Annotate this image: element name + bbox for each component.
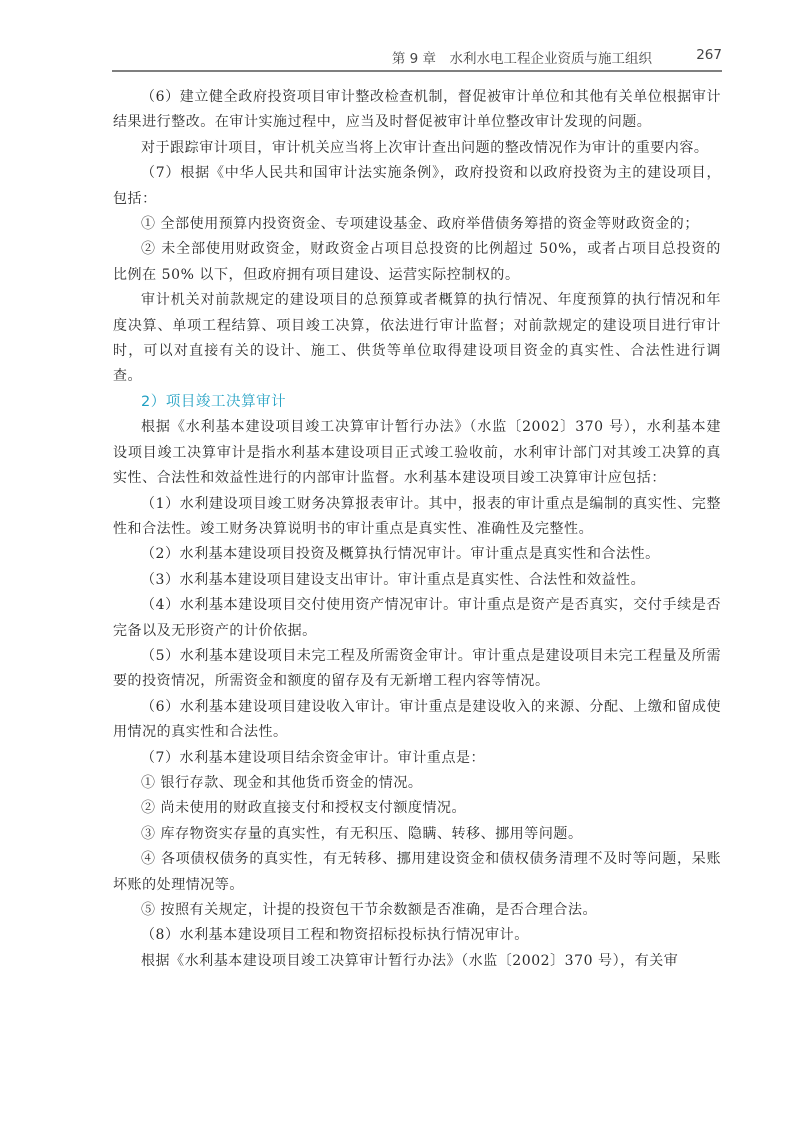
paragraph: 根据《水利基本建设项目竣工决算审计暂行办法》（水监〔2002〕370 号），水利基本建设项目竣工决算审计是指水利基本建设项目正式竣工验收前，水利审计部门对其竣工决算的真实性、合法性和效益性进行的内部审计监督。水利基本建设项目竣工决算审计应包括：: [113, 419, 721, 487]
page-header: [112, 44, 722, 72]
page-number: 267: [696, 47, 722, 63]
paragraph: （6）水利基本建设项目建设收入审计。审计重点是建设收入的来源、分配、上缴和留成使用情况的真实性和合法性。: [113, 698, 721, 741]
paragraph: ① 全部使用预算内投资资金、专项建设基金、政府举借债务筹措的资金等财政资金的；: [141, 216, 699, 233]
paragraph: ④ 各项债权债务的真实性，有无转移、挪用建设资金和债权债务清理不及时等问题，呆账坏账的处理情况等。: [113, 851, 721, 893]
paragraph: （2）水利基本建设项目投资及概算执行情况审计。审计重点是真实性和合法性。: [141, 546, 660, 563]
paragraph: ② 未全部使用财政资金，财政资金占项目总投资的比例超过 50%，或者占项目总投资的比例在 50% 以下，但政府拥有项目建设、运营实际控制权的。: [113, 241, 721, 283]
paragraph: 对于跟踪审计项目，审计机关应当将上次审计查出问题的整改情况作为审计的重要内容。: [141, 139, 709, 156]
chapter-title: 第 9 章 水利水电工程企业资质与施工组织: [391, 51, 652, 67]
paragraph: （3）水利基本建设项目建设支出审计。审计重点是真实性、合法性和效益性。: [141, 571, 646, 588]
paragraph: （5）水利基本建设项目未完工程及所需资金审计。审计重点是建设项目未完工程量及所需要的投资情况，所需资金和额度的留存及有无新增工程内容等情况。: [113, 647, 721, 690]
page-body: [113, 85, 721, 974]
paragraph: ① 银行存款、现金和其他货币资金的情况。: [141, 774, 423, 791]
paragraph: （6）建立健全政府投资项目审计整改检查机制，督促被审计单位和其他有关单位根据审计结果进行整改。在审计实施过程中，应当及时督促被审计单位整改审计发现的问题。: [113, 89, 721, 131]
paragraph: ⑤ 按照有关规定，计提的投资包干节余数额是否准确，是否合理合法。: [141, 902, 598, 918]
section-heading: 2）项目竣工决算审计: [141, 393, 287, 410]
paragraph: （7）根据《中华人民共和国审计法实施条例》，政府投资和以政府投资为主的建设项目，包括：: [113, 165, 721, 207]
paragraph: 根据《水利基本建设项目竣工决算审计暂行办法》（水监〔2002〕370 号），有关审: [141, 952, 679, 969]
paragraph: ③ 库存物资实存量的真实性，有无积压、隐瞒、转移、挪用等问题。: [141, 825, 583, 842]
paragraph: （8）水利基本建设项目工程和物资招标投标执行情况审计。: [141, 927, 529, 944]
paragraph: （4）水利基本建设项目交付使用资产情况审计。审计重点是资产是否真实，交付手续是否完备以及无形资产的计价依据。: [113, 597, 721, 639]
paragraph: （7）水利基本建设项目结余资金审计。审计重点是：: [141, 749, 486, 766]
paragraph: ② 尚未使用的财政直接支付和授权支付额度情况。: [141, 800, 467, 817]
paragraph: （1）水利建设项目竣工财务决算报表审计。其中，报表的审计重点是编制的真实性、完整性和合法性。竣工财务决算说明书的审计重点是真实性、准确性及完整性。: [113, 495, 721, 537]
paragraph: 审计机关对前款规定的建设项目的总预算或者概算的执行情况、年度预算的执行情况和年度决算、单项工程结算、项目竣工决算，依法进行审计监督；对前款规定的建设项目进行审计时，可以对直接有关的设计、施工、供货等单位取得建设项目资金的真实性、合法性进行调查。: [113, 292, 721, 385]
